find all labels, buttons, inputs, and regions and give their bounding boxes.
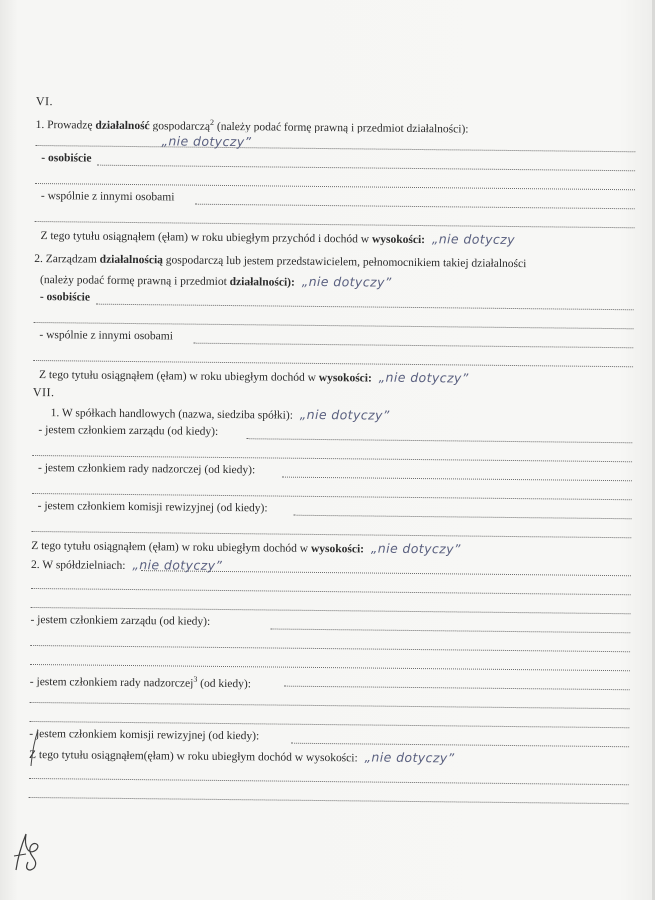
income-bold: wysokości: — [310, 542, 365, 556]
heading-line2-bold: działalności): — [229, 276, 295, 289]
supervisory-label: - jestem członkiem rady nadzorczej (od kiedy): — [37, 462, 256, 477]
audit-label: - jestem członkiem komisji rewizyjnej (od kiedy): — [29, 727, 260, 743]
handwritten-answer: „nie dotyczy — [431, 231, 516, 248]
handwritten-answer: „nie dotyczy” — [364, 749, 455, 766]
audit-label: - jestem członkiem komisji rewizyjnej (od kiedy): — [37, 500, 268, 515]
heading-pre: Prowadzę — [47, 118, 93, 132]
pen-stroke-mark — [28, 728, 42, 768]
item-number: 2. — [34, 252, 43, 266]
heading-post: gospodarczą — [152, 120, 211, 133]
heading-line2: (należy podać formę prawną i przedmiot — [39, 274, 227, 289]
board-label: - jestem członkiem zarządu (od kiedy): — [30, 613, 211, 628]
initials-signature — [10, 826, 48, 876]
heading-tail: (należy podać formę prawną i przedmiot działalności): — [216, 120, 469, 136]
handwritten-answer: „nie dotyczy” — [132, 557, 223, 573]
companies-label: 1. W spółkach handlowych (nazwa, siedziba spółki): — [50, 407, 293, 422]
joint-label: - wspólnie z innymi osobami — [40, 190, 175, 204]
income-bold: wysokości: — [318, 371, 372, 385]
income-label: Z tego tytułu osiągnąłem (ęłam) w roku ubiegłym przychód i dochód w — [40, 230, 370, 246]
income-label: Z tego tytułu osiągnąłem (ęłam) w roku ubiegłym dochód w — [38, 369, 316, 384]
heading-bold: działalność — [95, 119, 150, 133]
personal-label: - osobiście — [39, 291, 91, 304]
section-title: VI. — [35, 93, 54, 109]
section-title: VII. — [32, 384, 55, 400]
footnote-mark: 3 — [193, 674, 198, 684]
footnote-mark: 2 — [210, 117, 215, 127]
personal-label: - osobiście — [41, 152, 92, 165]
handwritten-answer: „nie dotyczy” — [299, 406, 390, 423]
handwritten-answer: „nie dotyczy” — [378, 369, 469, 386]
handwritten-answer: „nie dotyczy” — [301, 273, 392, 290]
income-label: Z tego tytułu osiągnąłem(ęłam) w roku ubiegłym dochód w wysokości: — [28, 748, 358, 765]
handwritten-answer: „nie dotyczy” — [161, 133, 252, 150]
item-number: 1. — [35, 118, 45, 131]
declaration-form — [29, 92, 636, 807]
handwritten-answer: „nie dotyczy” — [370, 540, 461, 557]
supervisory-suffix: (od kiedy): — [200, 677, 252, 691]
heading-post: gospodarczą lub jestem przedstawicielem, pełnomocnikiem takiej działalności — [165, 254, 527, 271]
cooperatives-label: 2. W spółdzielniach: — [30, 558, 126, 572]
board-label: - jestem członkiem zarządu (od kiedy): — [38, 424, 219, 438]
supervisory-label: - jestem członkiem rady nadzorczej — [29, 675, 194, 690]
income-label: Z tego tytułu osiągnąłem (ęłam) w roku ubiegłym dochód w — [31, 539, 309, 555]
joint-label: - wspólnie z innymi osobami — [39, 329, 174, 343]
income-bold: wysokości: — [371, 233, 426, 247]
heading-pre: Zarządzam — [45, 253, 97, 266]
heading-bold: działalnością — [99, 253, 164, 267]
